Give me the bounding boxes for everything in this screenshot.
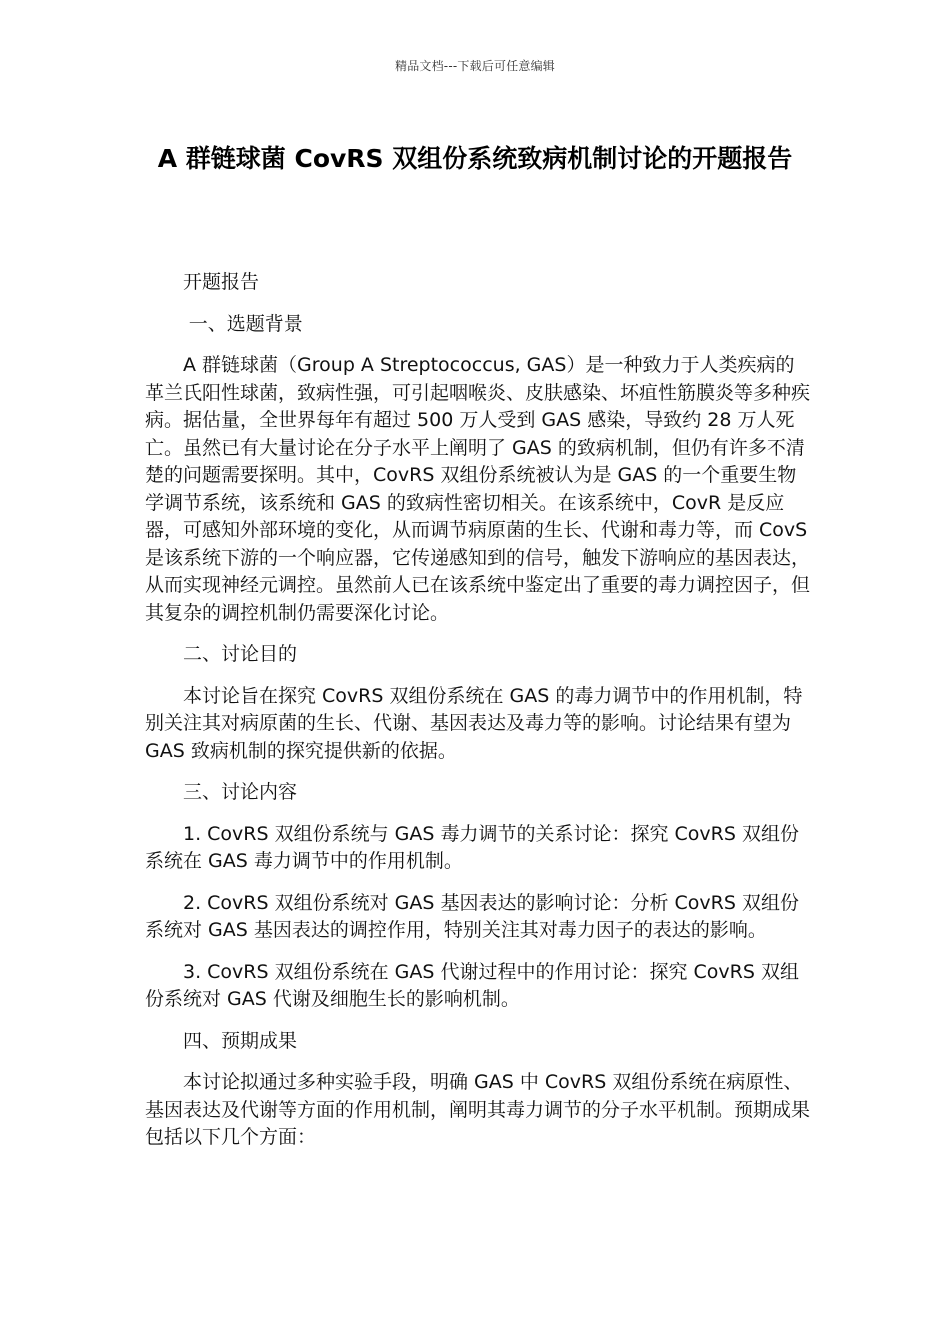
paragraph-purpose: 本讨论旨在探究 CovRS 双组份系统在 GAS 的毒力调节中的作用机制，特别关注其对病原菌的生长、代谢、基因表达及毒力等的影响。讨论结果有望为 GAS 致病机制的探究提供新的依据。 [145,684,803,762]
paragraph-background: A 群链球菌（Group A Streptococcus, GAS）是一种致力于人类疾病的革兰氏阳性球菌，致病性强，可引起咽喉炎、皮肤感染、坏疽性筋膜炎等多种疾病。据估量，全世界每年有超过 500 万人受到 GAS 感染，导致约 28 万人死亡。虽然已有大量讨论在分子水平上阐明了 GAS 的致病机制，但仍有许多不清楚的问题需要探明。其中，CovRS 双组份系统被认为是 GAS 的一个重要生物学调节系统，该系统和 GAS 的致病性密切相关。在该系统中，CovR 是反应器，可感知外部环境的变化，从而调节病原菌的生长、代谢和毒力等，而 CovS 是该系统下游的一个响应器，它传递感知到的信号，触发下游响应的基因表达，从而实现神经元调控。虽然前人已在该系统中鉴定出了重要的毒力调控因子，但其复杂的调控机制仍需要深化讨论。 [145,354,811,624]
document-title: A 群链球菌 CovRS 双组份系统致病机制讨论的开题报告 [157,144,793,173]
paragraph-expected-results: 本讨论拟通过多种实验手段，明确 GAS 中 CovRS 双组份系统在病原性、基因表达及代谢等方面的作用机制，阐明其毒力调节的分子水平机制。预期成果包括以下几个方面： [145,1071,811,1148]
content-item-3: 3. CovRS 双组份系统在 GAS 代谢过程中的作用讨论：探究 CovRS 双组份系统对 GAS 代谢及细胞生长的影响机制。 [145,960,799,1010]
content-item-2: 2. CovRS 双组份系统对 GAS 基因表达的影响讨论：分析 CovRS 双组份系统对 GAS 基因表达的调控作用，特别关注其对毒力因子的表达的影响。 [145,891,799,941]
page-header-note: 精品文档---下载后可任意编辑 [395,59,555,73]
section-heading-content: 三、讨论内容 [183,781,298,803]
section-heading-purpose: 二、讨论目的 [183,643,298,665]
section-heading-background: 一、选题背景 [188,312,303,335]
content-item-1: 1. CovRS 双组份系统与 GAS 毒力调节的关系讨论：探究 CovRS 双组份系统在 GAS 毒力调节中的作用机制。 [145,822,799,872]
document-label: 开题报告 [183,271,260,293]
document-body [145,269,810,1166]
section-heading-expected-results: 四、预期成果 [183,1029,298,1052]
